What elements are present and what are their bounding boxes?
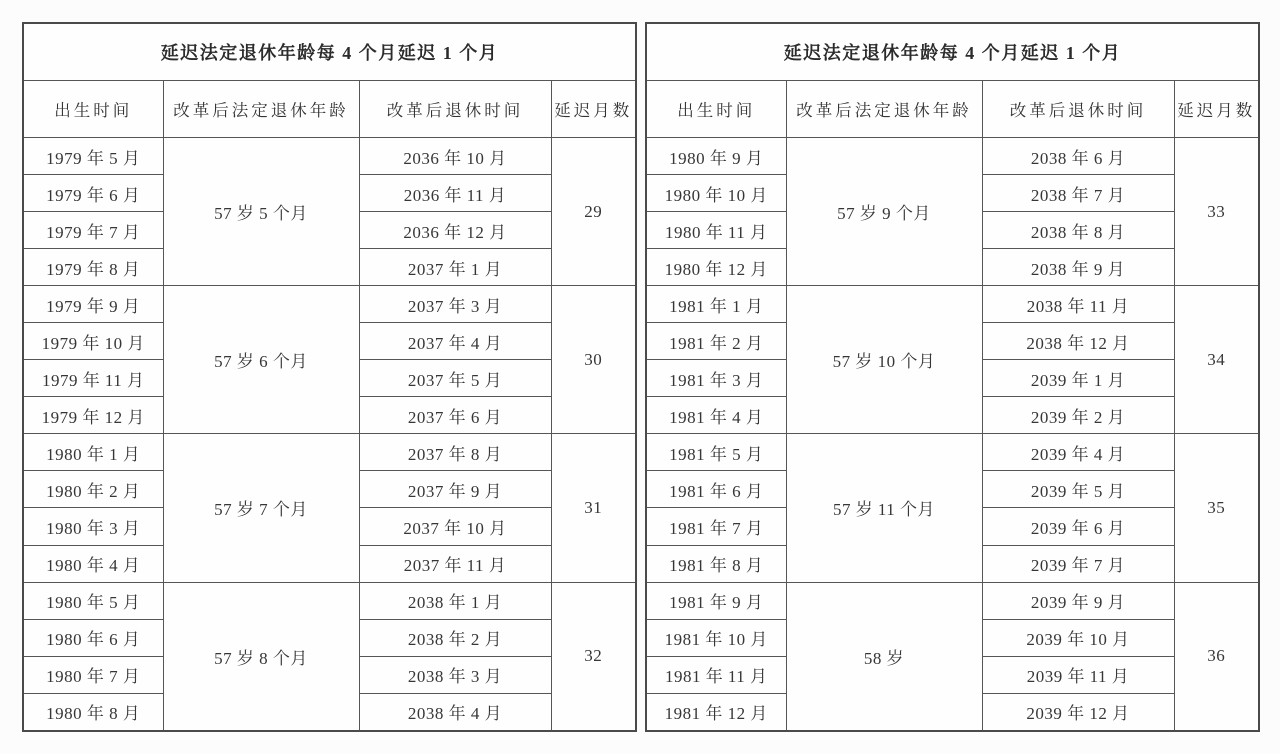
birth-month-cell: 1979 年 5 月: [23, 138, 163, 175]
birth-month-cell: 1980 年 6 月: [23, 619, 163, 656]
birth-month-cell: 1981 年 4 月: [646, 397, 786, 434]
birth-month-cell: 1981 年 11 月: [646, 656, 786, 693]
table-row: [646, 138, 1259, 175]
delay-months-cell: 36: [1174, 582, 1259, 731]
retirement-time-cell: 2038 年 8 月: [982, 212, 1174, 249]
birth-month-cell: 1981 年 9 月: [646, 582, 786, 619]
col-header-retire-date: 改革后退休时间: [359, 81, 551, 138]
retirement-time-cell: 2039 年 9 月: [982, 582, 1174, 619]
col-header-birth-date: 出生时间: [23, 81, 163, 138]
retirement-time-cell: 2038 年 12 月: [982, 323, 1174, 360]
birth-month-cell: 1981 年 2 月: [646, 323, 786, 360]
retirement-time-cell: 2038 年 2 月: [359, 619, 551, 656]
birth-month-cell: 1979 年 12 月: [23, 397, 163, 434]
retirement-time-cell: 2037 年 8 月: [359, 434, 551, 471]
birth-month-cell: 1979 年 8 月: [23, 249, 163, 286]
delay-months-cell: 35: [1174, 434, 1259, 582]
table-row: [646, 434, 1259, 471]
table-title-row: [23, 23, 636, 81]
col-header-delay-months: 延迟月数: [551, 81, 636, 138]
col-header-statutory-age: 改革后法定退休年龄: [786, 81, 982, 138]
retirement-time-cell: 2037 年 9 月: [359, 471, 551, 508]
column-header-row: [646, 81, 1259, 138]
retirement-delay-table-left: [22, 22, 637, 732]
retirement-time-cell: 2037 年 6 月: [359, 397, 551, 434]
birth-month-cell: 1980 年 9 月: [646, 138, 786, 175]
retirement-time-cell: 2038 年 7 月: [982, 175, 1174, 212]
retirement-age-cell: 57 岁 7 个月: [163, 434, 359, 582]
birth-month-cell: 1980 年 11 月: [646, 212, 786, 249]
retirement-age-cell: 57 岁 9 个月: [786, 138, 982, 286]
column-header-row: [23, 81, 636, 138]
birth-month-cell: 1980 年 8 月: [23, 693, 163, 731]
retirement-time-cell: 2036 年 10 月: [359, 138, 551, 175]
retirement-age-cell: 58 岁: [786, 582, 982, 731]
retirement-age-cell: 57 岁 8 个月: [163, 582, 359, 731]
birth-month-cell: 1980 年 12 月: [646, 249, 786, 286]
col-header-statutory-age: 改革后法定退休年龄: [163, 81, 359, 138]
birth-month-cell: 1980 年 3 月: [23, 508, 163, 545]
col-header-retire-date: 改革后退休时间: [982, 81, 1174, 138]
birth-month-cell: 1981 年 7 月: [646, 508, 786, 545]
retirement-time-cell: 2038 年 9 月: [982, 249, 1174, 286]
birth-month-cell: 1979 年 6 月: [23, 175, 163, 212]
delay-months-cell: 31: [551, 434, 636, 582]
table-row: [646, 286, 1259, 323]
delay-months-cell: 30: [551, 286, 636, 434]
table-row: [23, 138, 636, 175]
table-row: [646, 582, 1259, 619]
retirement-time-cell: 2039 年 12 月: [982, 693, 1174, 731]
retirement-time-cell: 2039 年 6 月: [982, 508, 1174, 545]
delay-months-cell: 32: [551, 582, 636, 731]
birth-month-cell: 1979 年 11 月: [23, 360, 163, 397]
retirement-time-cell: 2038 年 6 月: [982, 138, 1174, 175]
retirement-age-cell: 57 岁 10 个月: [786, 286, 982, 434]
birth-month-cell: 1981 年 6 月: [646, 471, 786, 508]
retirement-time-cell: 2039 年 11 月: [982, 656, 1174, 693]
birth-month-cell: 1979 年 10 月: [23, 323, 163, 360]
retirement-time-cell: 2037 年 11 月: [359, 545, 551, 582]
retirement-time-cell: 2037 年 3 月: [359, 286, 551, 323]
retirement-time-cell: 2039 年 5 月: [982, 471, 1174, 508]
retirement-time-cell: 2037 年 4 月: [359, 323, 551, 360]
delay-months-cell: 34: [1174, 286, 1259, 434]
retirement-time-cell: 2037 年 10 月: [359, 508, 551, 545]
retirement-time-cell: 2039 年 1 月: [982, 360, 1174, 397]
table-row: [23, 434, 636, 471]
table-title: 延迟法定退休年龄每 4 个月延迟 1 个月: [646, 23, 1259, 81]
retirement-time-cell: 2037 年 5 月: [359, 360, 551, 397]
birth-month-cell: 1980 年 5 月: [23, 582, 163, 619]
birth-month-cell: 1981 年 1 月: [646, 286, 786, 323]
retirement-age-cell: 57 岁 5 个月: [163, 138, 359, 286]
birth-month-cell: 1981 年 8 月: [646, 545, 786, 582]
birth-month-cell: 1979 年 7 月: [23, 212, 163, 249]
retirement-time-cell: 2039 年 2 月: [982, 397, 1174, 434]
birth-month-cell: 1981 年 5 月: [646, 434, 786, 471]
retirement-time-cell: 2039 年 7 月: [982, 545, 1174, 582]
table-row: [23, 582, 636, 619]
birth-month-cell: 1979 年 9 月: [23, 286, 163, 323]
table-title: 延迟法定退休年龄每 4 个月延迟 1 个月: [23, 23, 636, 81]
birth-month-cell: 1981 年 12 月: [646, 693, 786, 731]
retirement-age-cell: 57 岁 6 个月: [163, 286, 359, 434]
retirement-delay-table-right: [645, 22, 1260, 732]
retirement-time-cell: 2038 年 1 月: [359, 582, 551, 619]
birth-month-cell: 1980 年 4 月: [23, 545, 163, 582]
birth-month-cell: 1981 年 10 月: [646, 619, 786, 656]
table-title-row: [646, 23, 1259, 81]
col-header-delay-months: 延迟月数: [1174, 81, 1259, 138]
col-header-birth-date: 出生时间: [646, 81, 786, 138]
birth-month-cell: 1981 年 3 月: [646, 360, 786, 397]
retirement-time-cell: 2037 年 1 月: [359, 249, 551, 286]
table-row: [23, 286, 636, 323]
retirement-age-cell: 57 岁 11 个月: [786, 434, 982, 582]
birth-month-cell: 1980 年 2 月: [23, 471, 163, 508]
birth-month-cell: 1980 年 7 月: [23, 656, 163, 693]
delay-months-cell: 29: [551, 138, 636, 286]
retirement-time-cell: 2036 年 12 月: [359, 212, 551, 249]
retirement-time-cell: 2039 年 4 月: [982, 434, 1174, 471]
birth-month-cell: 1980 年 1 月: [23, 434, 163, 471]
birth-month-cell: 1980 年 10 月: [646, 175, 786, 212]
delay-months-cell: 33: [1174, 138, 1259, 286]
retirement-time-cell: 2038 年 4 月: [359, 693, 551, 731]
retirement-time-cell: 2036 年 11 月: [359, 175, 551, 212]
retirement-time-cell: 2038 年 11 月: [982, 286, 1174, 323]
retirement-time-cell: 2039 年 10 月: [982, 619, 1174, 656]
retirement-time-cell: 2038 年 3 月: [359, 656, 551, 693]
